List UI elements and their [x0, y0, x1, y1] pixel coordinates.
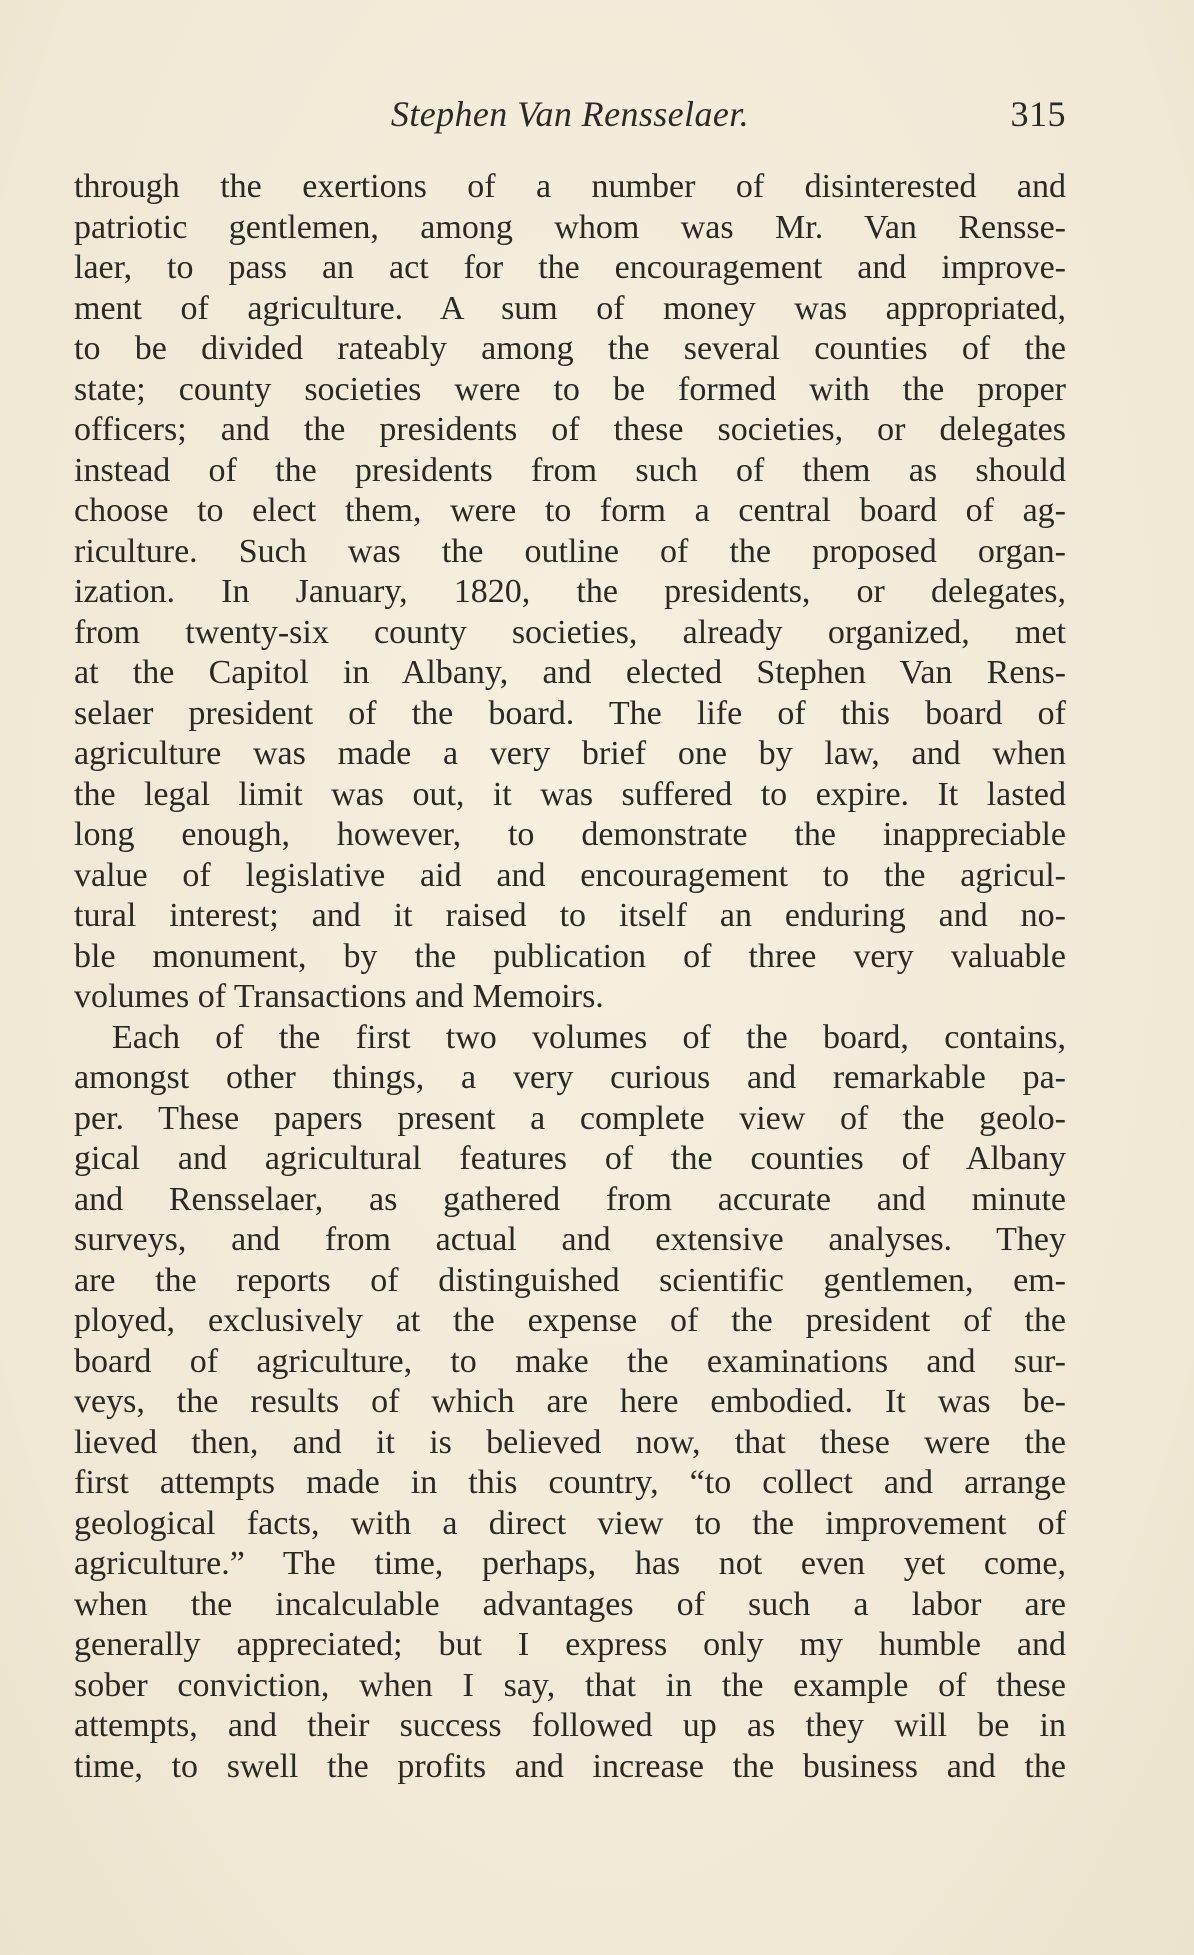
text-line: geological facts, with a direct view to the improvement of: [74, 1504, 1066, 1542]
text-line: tural interest; and it raised to itself an enduring and no-: [74, 897, 1066, 934]
text-line: surveys, and from actual and extensive analyses. They: [74, 1221, 1066, 1258]
paragraph-end-line: volumes of Transactions and Memoirs.: [74, 978, 604, 1015]
text-line: attempts, and their success followed up as they will be in: [74, 1707, 1066, 1744]
text-line: agriculture was made a very brief one by law, and when: [74, 735, 1066, 772]
text-line: amongst other things, a very curious and remarkable pa-: [74, 1059, 1066, 1096]
text-line: sober conviction, when I say, that in the example of these: [74, 1666, 1066, 1704]
text-line: ization. In January, 1820, the presidents, or delegates,: [74, 573, 1066, 610]
text-line: agriculture.” The time, perhaps, has not even yet come,: [74, 1545, 1066, 1582]
text-line: long enough, however, to demonstrate the inappreciable: [74, 816, 1066, 853]
text-line: and Rensselaer, as gathered from accurate and minute: [74, 1180, 1066, 1218]
text-line: ble monument, by the publication of three very valuable: [74, 937, 1066, 975]
text-line: are the reports of distinguished scientific gentlemen, em-: [74, 1261, 1066, 1299]
text-line: lieved then, and it is believed now, that these were the: [74, 1423, 1066, 1461]
paragraph-first-line: Each of the first two volumes of the board, contains,: [112, 1018, 1066, 1056]
text-line: veys, the results of which are here embodied. It was be-: [74, 1383, 1066, 1420]
text-line: choose to elect them, were to form a central board of ag-: [74, 492, 1066, 529]
text-line: at the Capitol in Albany, and elected Stephen Van Rens-: [74, 654, 1066, 691]
body-text: [74, 167, 1066, 1787]
text-line: when the incalculable advantages of such a labor are: [74, 1585, 1066, 1623]
text-line: selaer president of the board. The life of this board of: [74, 694, 1066, 732]
text-line: ployed, exclusively at the expense of the president of the: [74, 1302, 1066, 1339]
text-line: first attempts made in this country, “to collect and arrange: [74, 1464, 1066, 1501]
text-line: gical and agricultural features of the counties of Albany: [74, 1140, 1066, 1177]
text-line: instead of the presidents from such of them as should: [74, 451, 1066, 489]
text-line: board of agriculture, to make the examinations and sur-: [74, 1342, 1066, 1380]
text-line: time, to swell the profits and increase the business and the: [74, 1747, 1066, 1785]
text-line: the legal limit was out, it was suffered to expire. It lasted: [74, 775, 1066, 813]
text-line: to be divided rateably among the several counties of the: [74, 330, 1066, 367]
text-line: state; county societies were to be formed with the proper: [74, 370, 1066, 408]
text-line: riculture. Such was the outline of the proposed organ-: [74, 532, 1066, 570]
page-number: 315: [1010, 94, 1066, 134]
text-line: value of legislative aid and encouragement to the agricul-: [74, 856, 1066, 894]
text-line: ment of agriculture. A sum of money was appropriated,: [74, 289, 1066, 327]
text-line: through the exertions of a number of disinterested and: [74, 168, 1066, 205]
running-head: [74, 93, 1066, 139]
text-line: from twenty-six county societies, already organized, met: [74, 613, 1066, 651]
text-line: generally appreciated; but I express only my humble and: [74, 1626, 1066, 1663]
text-line: per. These papers present a complete view of the geolo-: [74, 1099, 1066, 1137]
text-line: laer, to pass an act for the encouragement and improve-: [74, 249, 1066, 286]
text-line: officers; and the presidents of these societies, or delegates: [74, 411, 1066, 448]
text-line: patriotic gentlemen, among whom was Mr. Van Rensse-: [74, 208, 1066, 246]
running-title: Stephen Van Rensselaer.: [390, 94, 750, 134]
